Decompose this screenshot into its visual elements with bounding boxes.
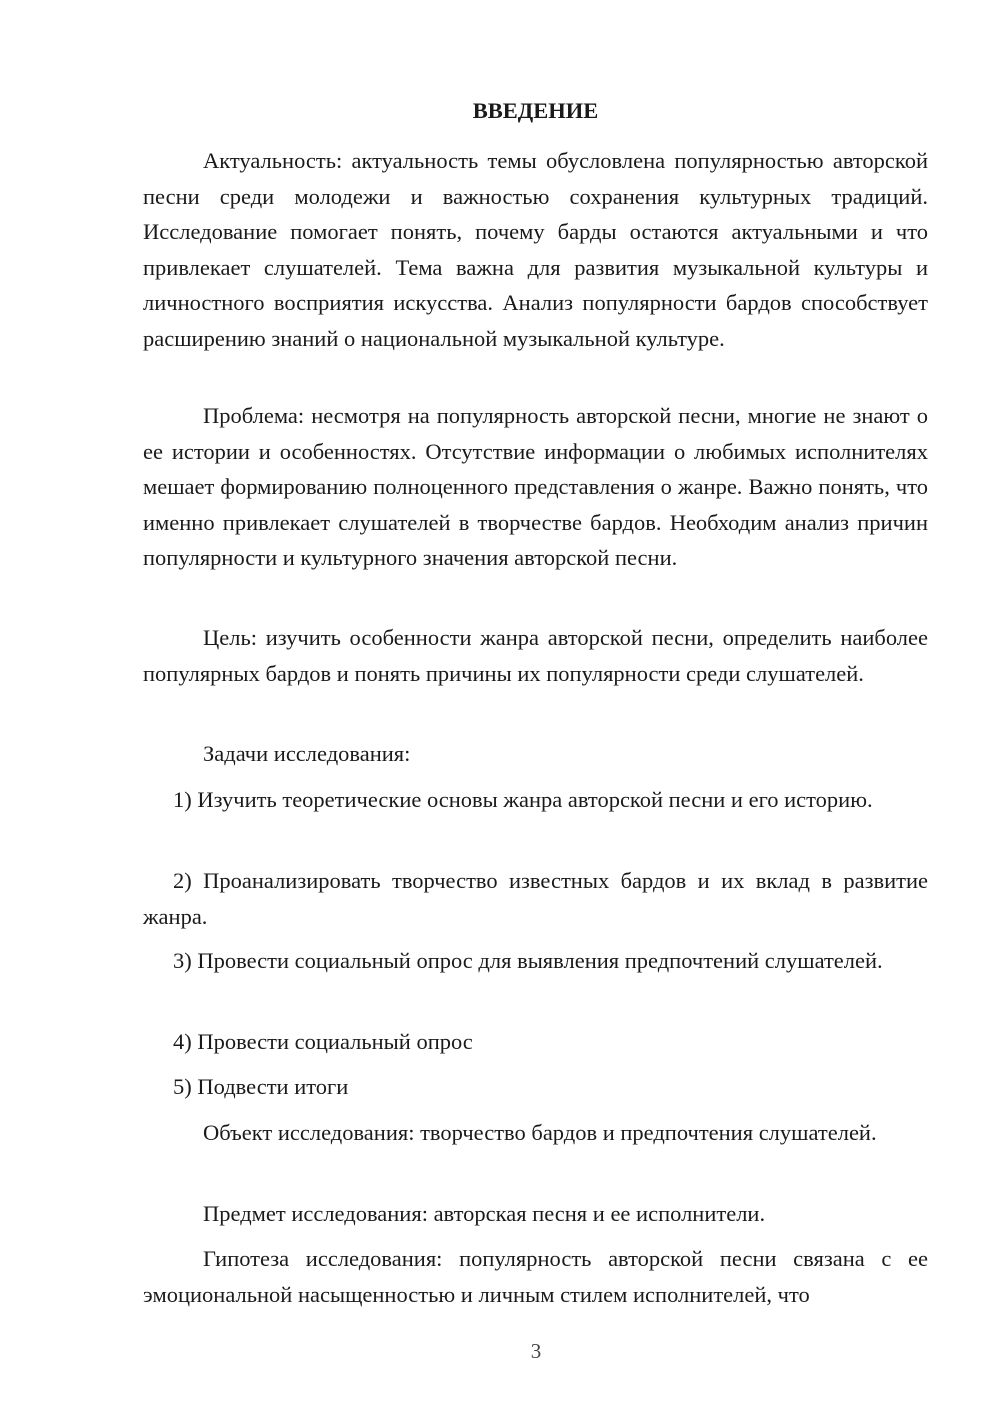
tasks-heading: Задачи исследования: (203, 741, 411, 766)
task-item-5: 5) Подвести итоги (173, 1074, 349, 1099)
task-item-1: 1) Изучить теоретические основы жанра авторской песни и его историю. (173, 787, 873, 812)
paragraph-goal: Цель: изучить особенности жанра авторской песни, определить наиболее популярных бардов и понять причины их популярности среди слушателей. (143, 625, 928, 686)
paragraph-subject: Предмет исследования: авторская песня и ее исполнители. (203, 1201, 766, 1226)
section-heading: ВВЕДЕНИЕ (472, 98, 599, 123)
paragraph-hypothesis: Гипотеза исследования: популярность авторской песни связана с ее эмоциональной насыщенностью и личным стилем исполнителей, что (143, 1246, 928, 1307)
page-number: 3 (530, 1339, 542, 1363)
task-item-2: 2) Проанализировать творчество известных бардов и их вклад в развитие жанра. (143, 868, 928, 929)
paragraph-relevance: Актуальность: актуальность темы обусловлена популярностью авторской песни среди молодежи и важностью сохранения культурных традиций. Исследование помогает понять, почему барды остаются актуальными и что привлекает слушателей. Тема важна для развития музыкальной культуры и личностного восприятия искусства. Анализ популярности бардов способствует расширению знаний о национальной музыкальной культуре. (143, 148, 928, 351)
paragraph-problem: Проблема: несмотря на популярность авторской песни, многие не знают о ее истории и особенностях. Отсутствие информации о любимых исполнителях мешает формированию полноценного представления о жанре. Важно понять, что именно привлекает слушателей в творчестве бардов. Необходим анализ причин популярности и культурного значения авторской песни. (143, 403, 928, 570)
task-item-4: 4) Провести социальный опрос (173, 1029, 473, 1054)
paragraph-object: Объект исследования: творчество бардов и предпочтения слушателей. (203, 1120, 877, 1145)
task-item-3: 3) Провести социальный опрос для выявления предпочтений слушателей. (173, 948, 883, 973)
